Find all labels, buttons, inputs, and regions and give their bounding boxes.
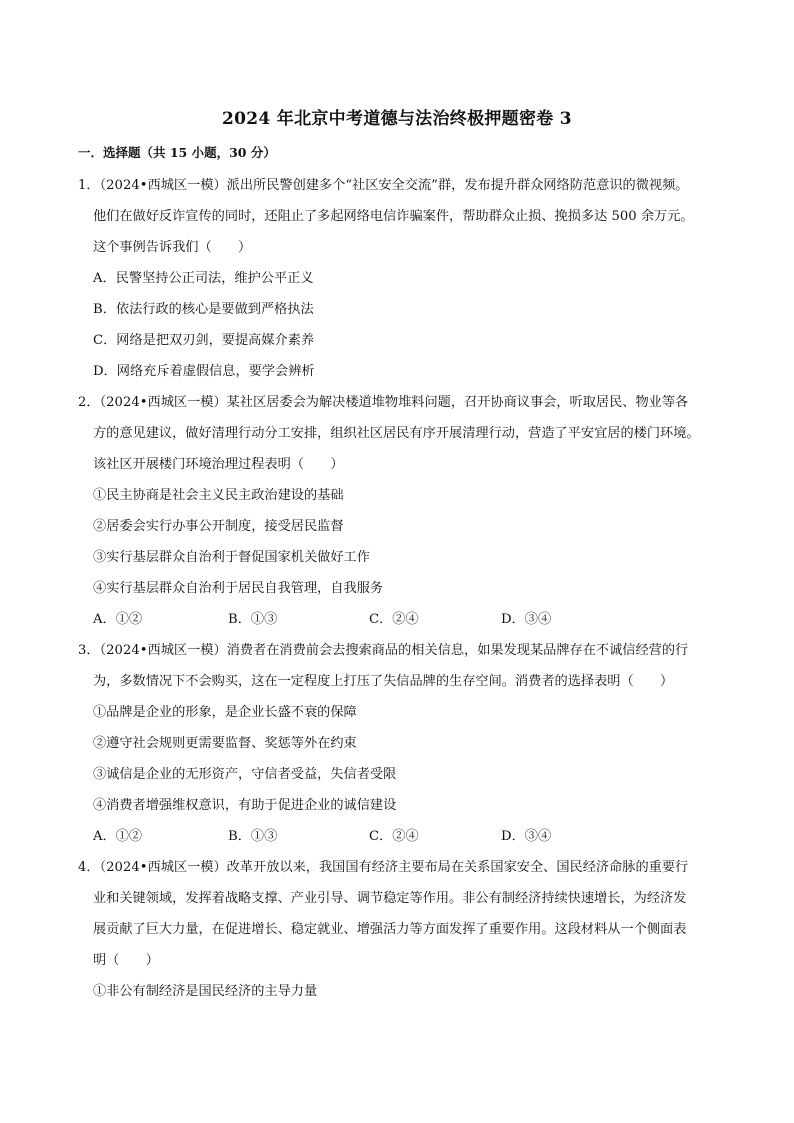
question-1-option-d[interactable]: D．网络充斥着虚假信息，要学会辨析 bbox=[93, 364, 315, 379]
question-2-line-1: 2．（2024•西城区一模）某社区居委会为解决楼道堆物堆料问题，召开协商议事会，听取居民、物业等各 bbox=[78, 395, 689, 410]
question-2-choice-c[interactable]: C．②④ bbox=[369, 612, 419, 627]
question-1-line-3: 这个事例告诉我们（ ） bbox=[93, 240, 252, 255]
question-3-choice-d[interactable]: D．③④ bbox=[501, 829, 552, 844]
question-1-option-a[interactable]: A．民警坚持公正司法，维护公平正义 bbox=[93, 271, 314, 286]
question-4-line-3: 展贡献了巨大力量，在促进增长、稳定就业、增强活力等方面发挥了重要作用。这段材料从一个侧面表 bbox=[93, 922, 687, 937]
question-2-line-3: 该社区开展楼门环境治理过程表明（ ） bbox=[93, 457, 344, 472]
question-4-line-2: 业和关键领域，发挥着战略支撑、产业引导、调节稳定等作用。非公有制经济持续快速增长，为经济发 bbox=[93, 891, 687, 906]
question-3-line-1: 3．（2024•西城区一模）消费者在消费前会去搜索商品的相关信息，如果发现某品牌存在不诚信经营的行 bbox=[78, 643, 689, 658]
page-title: 2024 年北京中考道德与法治终极押题密卷 3 bbox=[222, 109, 572, 129]
question-3-statement-2: ②遵守社会规则更需要监督、奖惩等外在约束 bbox=[93, 736, 357, 751]
question-2-statement-4: ④实行基层群众自治利于居民自我管理，自我服务 bbox=[93, 581, 384, 596]
question-2-statement-1: ①民主协商是社会主义民主政治建设的基础 bbox=[93, 488, 344, 503]
question-3-choice-c[interactable]: C．②④ bbox=[369, 829, 419, 844]
question-3-statement-1: ①品牌是企业的形象，是企业长盛不衰的保障 bbox=[93, 705, 357, 720]
question-1-option-b[interactable]: B．依法行政的核心是要做到严格执法 bbox=[93, 302, 314, 317]
question-4-line-4: 明（ ） bbox=[93, 953, 159, 968]
question-3-choice-b[interactable]: B．①③ bbox=[228, 829, 278, 844]
question-3-statement-4: ④消费者增强维权意识，有助于促进企业的诚信建设 bbox=[93, 798, 397, 813]
question-4-line-1: 4．（2024•西城区一模）改革开放以来，我国国有经济主要布局在关系国家安全、国民经济命脉的重要行 bbox=[78, 860, 689, 875]
question-2-choice-a[interactable]: A．①② bbox=[93, 612, 143, 627]
section-heading: 一．选择题（共 15 小题，30 分） bbox=[78, 145, 276, 160]
question-4-statement-1: ①非公有制经济是国民经济的主导力量 bbox=[93, 984, 318, 999]
question-2-choice-d[interactable]: D．③④ bbox=[501, 612, 552, 627]
question-3-statement-3: ③诚信是企业的无形资产，守信者受益，失信者受限 bbox=[93, 767, 397, 782]
question-2-statement-2: ②居委会实行办事公开制度，接受居民监督 bbox=[93, 519, 344, 534]
question-2-line-2: 方的意见建议，做好清理行动分工安排，组织社区居民有序开展清理行动，营造了平安宜居的楼门环境。 bbox=[93, 426, 700, 441]
question-2-statement-3: ③实行基层群众自治利于督促国家机关做好工作 bbox=[93, 550, 370, 565]
question-3-choice-a[interactable]: A．①② bbox=[93, 829, 143, 844]
question-2-choice-b[interactable]: B．①③ bbox=[228, 612, 278, 627]
question-1-line-1: 1．（2024•西城区一模）派出所民警创建多个“社区安全交流”群，发布提升群众网络防范意识的微视频。 bbox=[78, 178, 689, 193]
question-1-line-2: 他们在做好反诈宣传的同时，还阻止了多起网络电信诈骗案件，帮助群众止损、挽损多达 500 余万元。 bbox=[93, 209, 694, 224]
question-3-line-2: 为，多数情况下不会购买，这在一定程度上打压了失信品牌的生存空间。消费者的选择表明（ ） bbox=[93, 674, 674, 689]
question-1-option-c[interactable]: C．网络是把双刃剑，要提高媒介素养 bbox=[93, 333, 315, 348]
